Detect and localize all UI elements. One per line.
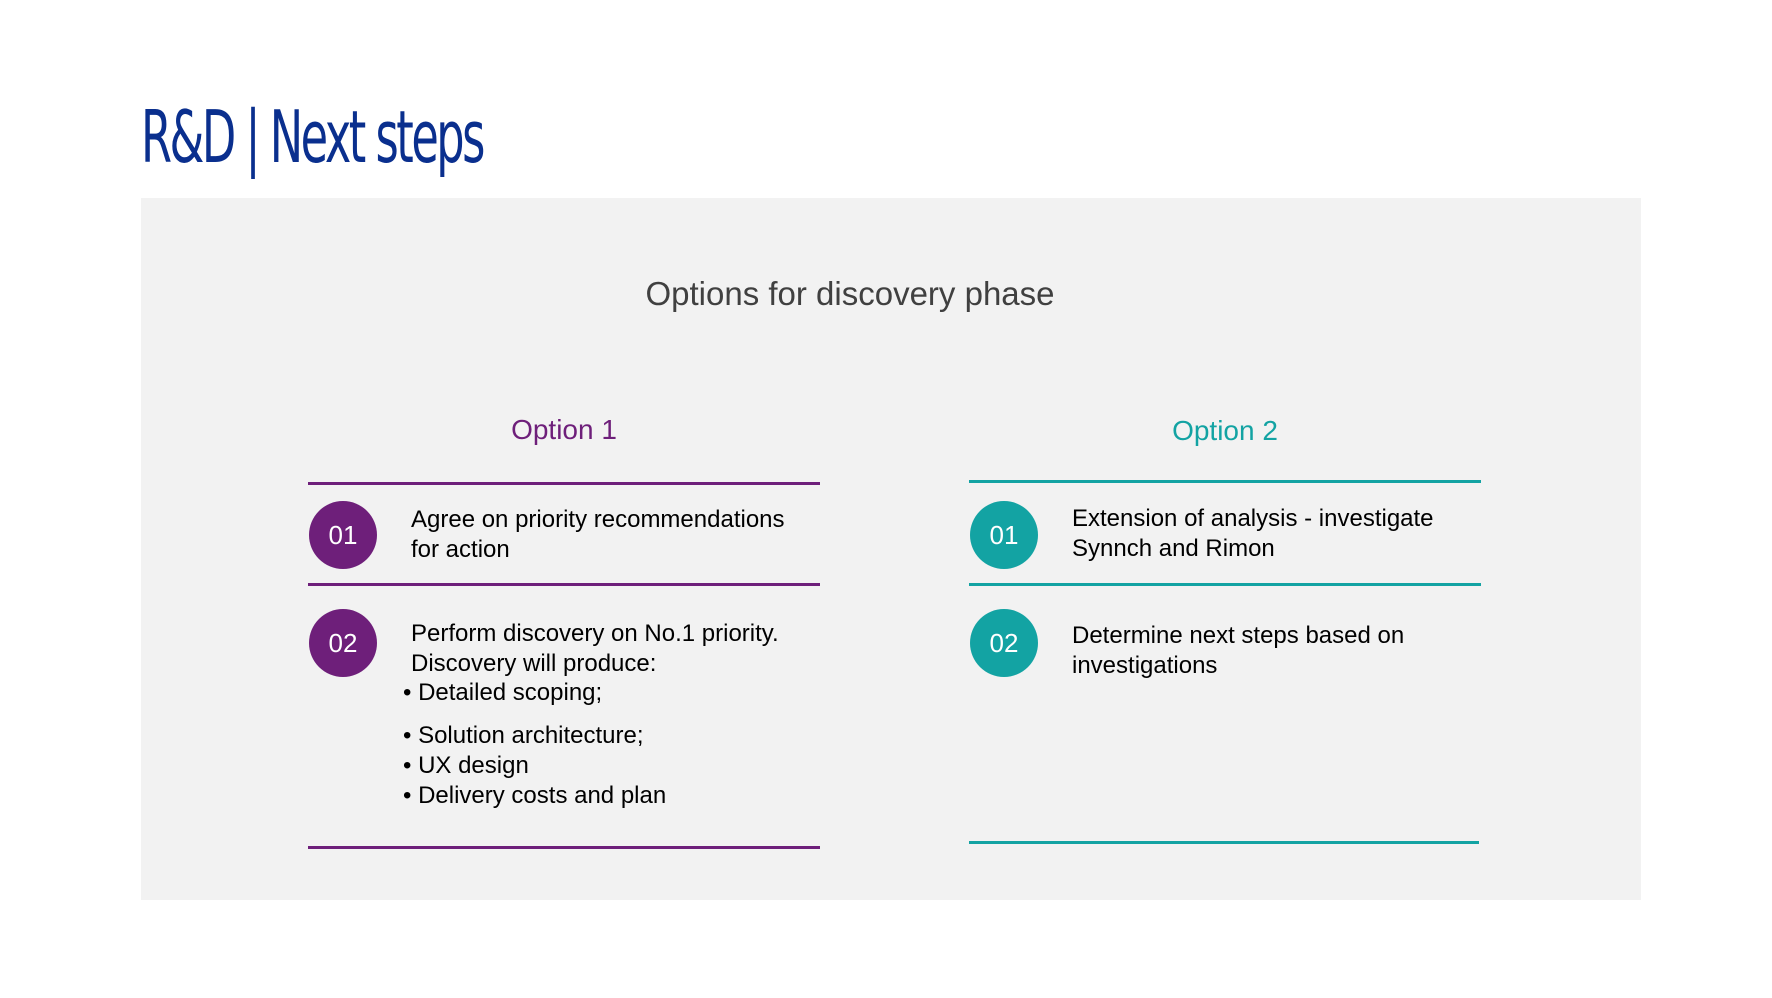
option-2-divider-bottom [969, 841, 1479, 844]
list-item: • Solution architecture; [403, 721, 666, 751]
panel-heading: Options for discovery phase [645, 275, 1055, 312]
option-1-divider-top [308, 482, 820, 485]
option-2-divider-middle [969, 583, 1481, 586]
content-panel [141, 198, 1641, 900]
list-item: • Detailed scoping; [403, 678, 666, 708]
list-item: • UX design [403, 751, 666, 781]
option-2-item-1-number: 01 [970, 501, 1038, 569]
option-2-divider-top [969, 480, 1481, 483]
option-1-divider-bottom [308, 846, 820, 849]
option-1-deliverables-list [403, 678, 666, 811]
option-1-heading: Option 1 [511, 414, 617, 445]
option-1-divider-middle [308, 583, 820, 586]
option-1-item-2-number: 02 [309, 609, 377, 677]
page-title: R&D | Next steps [141, 95, 483, 179]
option-2-item-2-text: Determine next steps based on investigations [1072, 622, 1405, 679]
option-1-item-2-line-1: Perform discovery on No.1 priority. [411, 620, 779, 647]
option-2-item-2-number: 02 [970, 609, 1038, 677]
option-2-item-1-text: Extension of analysis - investigate Synnch and Rimon [1072, 505, 1434, 562]
option-1-item-1-number: 01 [309, 501, 377, 569]
option-1-item-1-text: Agree on priority recommendations for action [411, 506, 785, 563]
option-2-heading: Option 2 [1172, 415, 1278, 446]
option-1-item-2-line-2: Discovery will produce: [411, 650, 657, 677]
list-item: • Delivery costs and plan [403, 781, 666, 811]
